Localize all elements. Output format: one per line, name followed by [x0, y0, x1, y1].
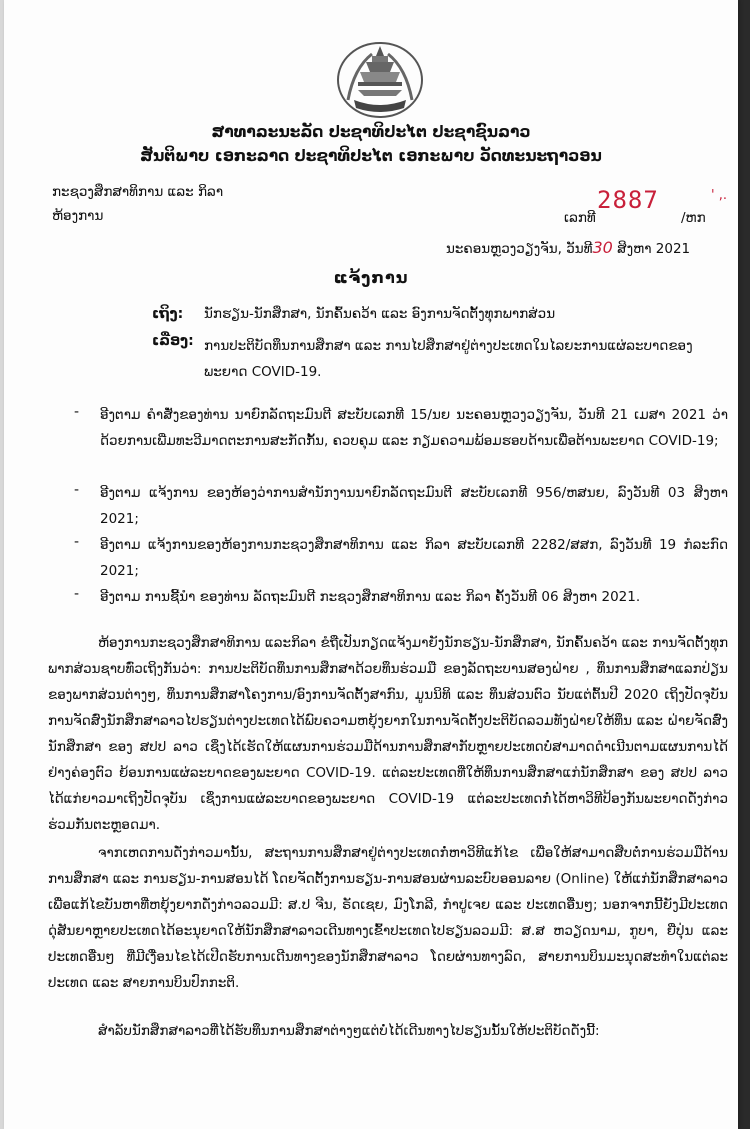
to-label: ເຖິງ:	[152, 306, 184, 322]
page-edge-right	[738, 0, 750, 1129]
reference-item: ອີງຕາມ ການຊີ້ນຳ ຂອງທ່ານ ລັດຖະມົນຕີ ກະຊວງສຶກສາທິການ ແລະ ກິລາ ຄັ້ງວັນທີ 06 ສິງຫາ 2021.	[100, 589, 641, 605]
date-prefix: ນະຄອນຫຼວງວຽງຈັນ, ວັນທີ	[446, 241, 593, 257]
doc-number: 2887	[597, 186, 659, 214]
ministry-name: ກະຊວງສຶກສາທິການ ແລະ ກິລາ	[52, 184, 224, 200]
reference-item: ອີງຕາມ ແຈ້ງການ ຂອງຫ້ອງວ່າການສຳນັກງານນາຍົກລັດຖະມົນຕີ ສະບັບເລກທີ 956/ຫສນຍ, ລົງວັນທີ 03 ສິງຫາ 2021;	[100, 485, 728, 527]
document-date	[446, 238, 690, 257]
document-title: ແຈ້ງການ	[333, 268, 409, 287]
reference-bullet: -	[74, 534, 80, 550]
header-country: ສາທາລະນະລັດ ປະຊາທິປະໄຕ ປະຊາຊົນລາວ	[211, 123, 531, 141]
doc-number-suffix: /ຫກ	[681, 210, 706, 226]
body-paragraph-3: ສຳລັບນັກສຶກສາລາວທີ່ໄດ້ຮັບທຶນການສຶກສາຕ່າງໆແຕ່ບໍ່ໄດ້ເດີນທາງໄປຮຽນນັ້ນໃຫ້ປະຕິບັດດັ່ງນີ້:	[98, 1023, 600, 1039]
to-text: ນັກຮຽນ-ນັກສຶກສາ, ນັກຄົ້ນຄວ້າ ແລະ ອົງການຈັດຕັ້ງທຸກພາກສ່ວນ	[204, 306, 556, 322]
office-name: ຫ້ອງການ	[52, 208, 104, 224]
subject-label: ເລື່ອງ:	[152, 333, 194, 349]
body-paragraph-1: ຫ້ອງການກະຊວງສຶກສາທິການ ແລະກິລາ ຂໍຖືເປັນກຽດແຈ້ງມາຍັງນັກຮຽນ-ນັກສຶກສາ, ນັກຄົ້ນຄວ້າ ແລະ ການຈັດຕັ້ງທຸກພາກສ່ວນຊາບທົ່ວເຖິງກັນວ່າ: ການປະຕິບັດທຶນການສຶກສາດ້ວຍທຶນຮ່ວມມື ຂອງລັດຖະບານສອງຝ່າຍ , ທຶນການສຶກສາແລກປ່ຽນຂອງພາກສ່ວນຕ່າງໆ, ທຶນການສຶກສາໂຄງການ/ອົງການຈັດຕັ້ງສາກົນ, ມູນນິທິ ແລະ ທຶນສ່ວນຕົວ ນັບແຕ່ຕົ້ນປີ 2020 ເຖິງປັດຈຸບັນ ການຈັດສົ່ງນັກສຶກສາລາວໄປຮຽນຕ່າງປະເທດໄດ້ພົບຄວາມຫຍຸ້ງຍາກໃນການຈັດຕັ້ງປະຕິບັດລວມທັງຝ່າຍໃຫ້ທຶນ ແລະ ຝ່າຍຈັດສົ່ງນັກສຶກສາ ຂອງ ສປປ ລາວ ເຊິ່ງໄດ້ເຮັດໃຫ້ແຜນການຮ່ວມມືດ້ານການສຶກສາກັບຫຼາຍປະເທດບໍ່ສາມາດດຳເນີນຕາມແຜນການໄດ້ຢ່າງຄ່ອງຕົວ ຍ້ອນການແຜ່ລະບາດຂອງພະຍາດ COVID-19. ແຕ່ລະປະເທດທີ່ໃຫ້ທຶນການສຶກສາແກ່ນັກສຶກສາ ຂອງ ສປປ ລາວ ໄດ້ແກ່ຍາວມາເຖິງປັດຈຸບັນ ເຊິ່ງການແຜ່ລະບາດຂອງພະຍາດ COVID-19 ແຕ່ລະປະເທດກໍ່ໄດ້ຫາວິທີປ້ອງກັນພະຍາດດັ່ງກ່າວຮ່ວມກັນຕະຫຼອດມາ.	[48, 635, 728, 833]
national-emblem	[334, 38, 426, 118]
body-paragraph-2: ຈາກເຫດການດັ່ງກ່າວມານັ້ນ, ສະຖານການສຶກສາຢູ່ຕ່າງປະເທດກໍ່ຫາວິທີແກ້ໄຂ ເພື່ອໃຫ້ສາມາດສືບຕໍ່ການຮ່ວມມືດ້ານການສຶກສາ ແລະ ການຮຽນ-ການສອນໄດ້ ໂດຍຈັດຕັ້ງການຮຽນ-ການສອນຜ່ານລະບົບອອນລາຍ (Online) ໃຫ້ແກ່ນັກສຶກສາລາວ ເພື່ອແກ້ໄຂບັນຫາທີ່ຫຍຸ້ງຍາກດັ່ງກ່າວລວມມີ: ສ.ປ ຈີນ, ຣັດເຊຍ, ມົງໂກລີ, ກຳປູເຈຍ ແລະ ປະເທດອື່ນໆ; ນອກຈາກນີ້ຍັງມີປະເທດດຸ່ສັນຍາຫຼາຍປະເທດໄດ້ອະນຸຍາດໃຫ້ນັກສຶກສາລາວເດີນທາງເຂົ້າປະເທດໄປຮຽນລວມມີ: ສ.ສ ຫວຽດນາມ, ກູບາ, ຍີ່ປຸ່ນ ແລະ ປະເທດອື່ນໆ ທີ່ມີເງື່ອນໄຂໄດ້ເປີດຮັບການເດີນທາງຂອງນັກສຶກສາລາວ ໂດຍຜ່ານທາງລົດ, ສາຍການບິນມະນຸດສະທຳໃນແຕ່ລະປະເທດ ແລະ ສາຍການບິນປົກກະຕິ.	[48, 845, 728, 991]
doc-number-mark: ' ,.	[711, 188, 727, 203]
doc-number-label: ເລກທີ	[564, 210, 596, 226]
reference-bullet: -	[74, 482, 80, 498]
reference-bullet: -	[74, 404, 80, 420]
header-motto: ສັນຕິພາບ ເອກະລາດ ປະຊາທິປະໄຕ ເອກະພາບ ວັດທະນະຖາວອນ	[140, 147, 602, 165]
date-suffix: ສິງຫາ 2021	[617, 241, 691, 257]
subject-text: ການປະຕິບັດທຶນການສຶກສາ ແລະ ການໄປສຶກສາຢູ່ຕ່າງປະເທດໃນໄລຍະການແຜ່ລະບາດຂອງພະຍາດ COVID-19.	[204, 338, 693, 380]
date-day: 30	[592, 238, 613, 257]
document-page	[4, 0, 738, 1129]
reference-item: ອີງຕາມ ແຈ້ງການຂອງຫ້ອງການກະຊວງສຶກສາທິການ ແລະ ກິລາ ສະບັບເລກທີ 2282/ສສກ, ລົງວັນທີ 19 ກໍລະກົດ 2021;	[100, 537, 728, 579]
reference-bullet: -	[74, 586, 80, 602]
reference-item: ອີງຕາມ ຄຳສັ່ງຂອງທ່ານ ນາຍົກລັດຖະມົນຕີ ສະບັບເລກທີ 15/ນຍ ນະຄອນຫຼວງວຽງຈັນ, ວັນທີ 21 ເມສາ 2021 ວ່າດ້ວຍການເພີ່ມທະວີມາດຕະການສະກັດກັ້ນ, ຄວບຄຸມ ແລະ ກຽມຄວາມພ້ອມຮອບດ້ານເພື່ອຕ້ານພະຍາດ COVID-19;	[100, 407, 728, 449]
